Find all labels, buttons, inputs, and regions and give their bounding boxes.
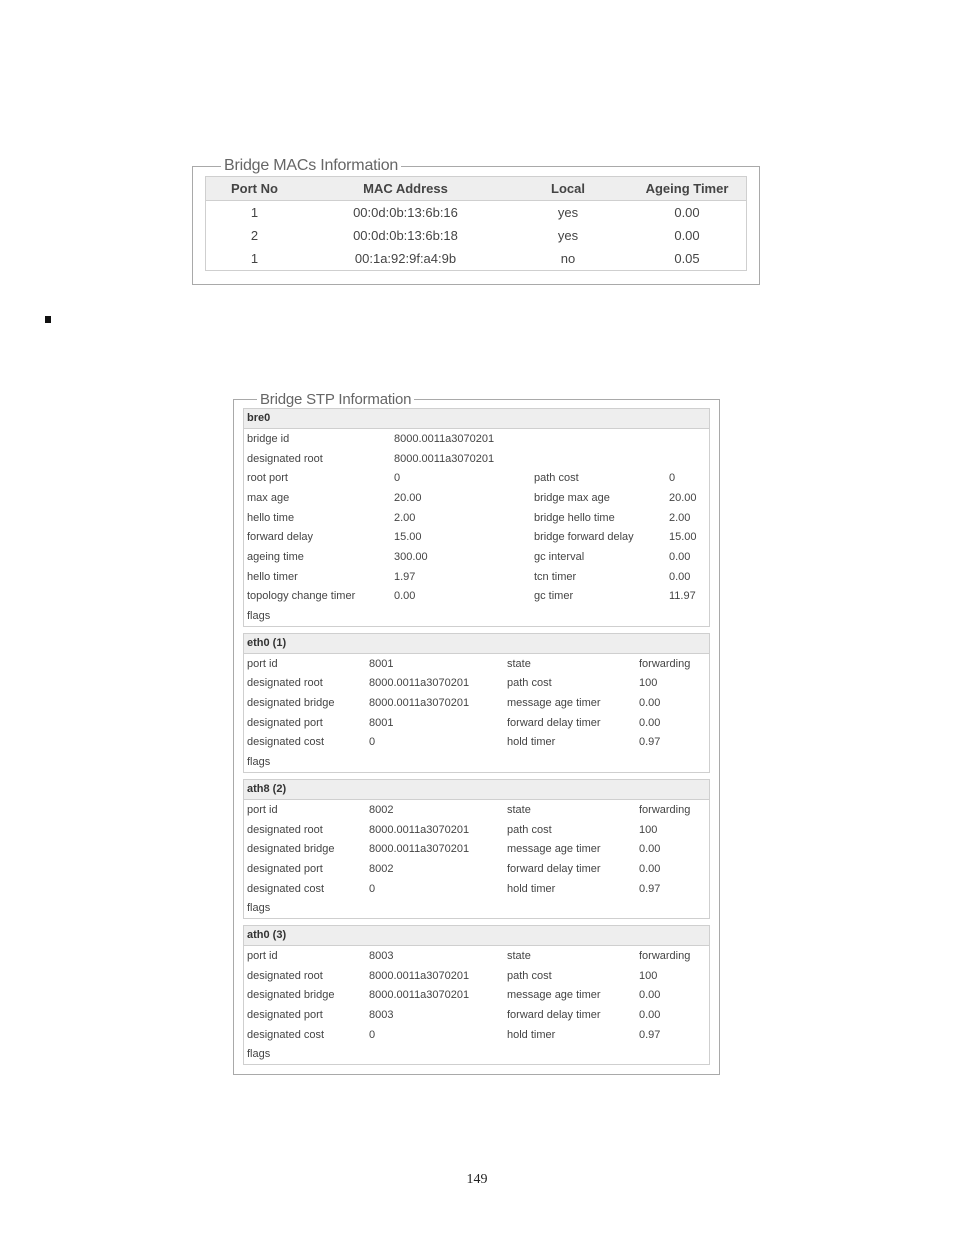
field-label: hold timer: [507, 1028, 556, 1041]
field-label: designated cost: [247, 736, 325, 749]
section-title: bre0: [244, 409, 709, 429]
port-section: [243, 779, 710, 919]
field-value: 0: [369, 736, 376, 749]
field-label: forward delay timer: [507, 716, 601, 729]
field-label: port id: [247, 657, 278, 670]
info-row: [244, 879, 709, 899]
table-row: [206, 247, 746, 270]
field-label: designated bridge: [247, 697, 335, 710]
field-value: 0.00: [639, 862, 661, 875]
field-label: ageing time: [247, 550, 304, 563]
field-label: path cost: [507, 677, 552, 690]
cell-local: yes: [557, 205, 579, 220]
cell-ageing-timer: 0.05: [674, 251, 700, 266]
info-row: [244, 752, 709, 772]
field-label: flags: [247, 902, 271, 915]
field-value: 8000.0011a3070201: [369, 697, 470, 710]
page-number: 149: [466, 1172, 488, 1187]
field-label: topology change timer: [247, 590, 356, 603]
field-label: forward delay timer: [507, 862, 601, 875]
field-value: 8000.0011a3070201: [369, 677, 470, 690]
cell-ageing-timer: 0.00: [674, 205, 700, 220]
bridge-macs-title: Bridge MACs Information: [224, 157, 399, 174]
field-value: forwarding: [639, 803, 691, 816]
field-label: designated root: [247, 452, 323, 465]
info-row: [244, 654, 709, 674]
bridge-stp-title: Bridge STP Information: [260, 391, 412, 408]
field-value: 8000.0011a3070201: [394, 432, 495, 445]
field-value: 8002: [369, 803, 394, 816]
field-label: flags: [247, 610, 271, 623]
port-section: [243, 925, 710, 1065]
field-value: 0.00: [639, 697, 661, 710]
info-row: [244, 674, 709, 694]
col-ageing-timer: Ageing Timer: [645, 181, 729, 196]
field-label: port id: [247, 803, 278, 816]
field-value: forwarding: [639, 949, 691, 962]
field-value: 0.00: [639, 843, 661, 856]
field-label: bridge forward delay: [534, 531, 634, 544]
info-row: [244, 733, 709, 753]
field-value: 0.00: [669, 570, 691, 583]
field-label: flags: [247, 1048, 271, 1061]
info-row: [244, 1005, 709, 1025]
cell-port-no: 1: [250, 251, 259, 266]
field-label: port id: [247, 949, 278, 962]
field-value: 2.00: [669, 511, 691, 524]
table-row: [206, 201, 746, 224]
field-value: 8002: [369, 862, 394, 875]
field-label: state: [507, 657, 531, 670]
info-row: [244, 946, 709, 966]
bullet-marker: [45, 316, 51, 323]
bridge-section: [243, 408, 710, 627]
field-label: hold timer: [507, 736, 556, 749]
info-row: [244, 986, 709, 1006]
field-value: 8000.0011a3070201: [394, 452, 495, 465]
field-label: path cost: [507, 969, 552, 982]
field-label: designated root: [247, 969, 323, 982]
info-row: [244, 547, 709, 567]
field-value: 0.00: [669, 550, 691, 563]
info-row: [244, 800, 709, 820]
field-value: 8000.0011a3070201: [369, 989, 470, 1002]
field-value: 1.97: [394, 570, 416, 583]
field-value: 8001: [369, 716, 394, 729]
field-label: designated root: [247, 677, 323, 690]
field-value: 100: [639, 823, 658, 836]
section-title: eth0 (1): [244, 634, 709, 654]
field-label: gc timer: [534, 590, 574, 603]
info-row: [244, 1025, 709, 1045]
field-value: 8000.0011a3070201: [369, 843, 470, 856]
info-row: [244, 508, 709, 528]
info-row: [244, 567, 709, 587]
info-row: [244, 693, 709, 713]
cell-local: yes: [557, 228, 579, 243]
cell-port-no: 1: [250, 205, 259, 220]
field-label: path cost: [534, 472, 579, 485]
field-label: path cost: [507, 823, 552, 836]
info-row: [244, 898, 709, 918]
field-label: tcn timer: [534, 570, 577, 583]
field-label: max age: [247, 491, 290, 504]
info-row: [244, 820, 709, 840]
field-value: 8000.0011a3070201: [369, 823, 470, 836]
bridge-macs-panel: [192, 157, 760, 285]
info-row: [244, 488, 709, 508]
field-label: designated bridge: [247, 989, 335, 1002]
field-value: 100: [639, 677, 658, 690]
col-mac-address: MAC Address: [363, 181, 448, 196]
field-label: designated port: [247, 862, 323, 875]
field-value: 20.00: [669, 491, 697, 504]
field-label: bridge hello time: [534, 511, 615, 524]
field-value: 0.00: [639, 1009, 661, 1022]
field-label: flags: [247, 756, 271, 769]
field-label: designated cost: [247, 1028, 325, 1041]
field-value: 8001: [369, 657, 394, 670]
field-value: 100: [639, 969, 658, 982]
field-label: bridge id: [247, 432, 290, 445]
section-title: ath8 (2): [244, 780, 709, 800]
field-label: forward delay timer: [507, 1009, 601, 1022]
cell-local: no: [560, 251, 576, 266]
info-row: [244, 606, 709, 626]
table-row: [206, 224, 746, 247]
field-label: message age timer: [507, 989, 601, 1002]
field-label: designated cost: [247, 882, 325, 895]
info-row: [244, 468, 709, 488]
field-value: 8003: [369, 1009, 394, 1022]
field-value: 0: [394, 472, 401, 485]
field-value: 0.00: [639, 989, 661, 1002]
field-label: message age timer: [507, 843, 601, 856]
field-label: message age timer: [507, 697, 601, 710]
field-value: 8000.0011a3070201: [369, 969, 470, 982]
field-label: root port: [247, 472, 288, 485]
field-value: 8003: [369, 949, 394, 962]
field-label: state: [507, 949, 531, 962]
info-row: [244, 859, 709, 879]
col-local: Local: [551, 181, 585, 196]
field-value: 20.00: [394, 491, 422, 504]
field-label: hello timer: [247, 570, 298, 583]
field-value: 15.00: [669, 531, 697, 544]
info-row: [244, 527, 709, 547]
stp-sections: [243, 408, 710, 1065]
field-value: 0.00: [639, 716, 661, 729]
field-label: designated bridge: [247, 843, 335, 856]
cell-mac-address: 00:0d:0b:13:6b:18: [353, 228, 458, 243]
section-title: ath0 (3): [244, 926, 709, 946]
cell-port-no: 2: [250, 228, 259, 243]
cell-mac-address: 00:0d:0b:13:6b:16: [353, 205, 458, 220]
mac-table: [205, 176, 747, 271]
field-label: forward delay: [247, 531, 314, 544]
field-value: 0.97: [639, 882, 661, 895]
info-row: [244, 429, 709, 449]
info-row: [244, 449, 709, 469]
field-label: designated port: [247, 716, 323, 729]
field-value: forwarding: [639, 657, 691, 670]
info-row: [244, 587, 709, 607]
mac-table-header: [206, 177, 746, 201]
field-value: 0.00: [394, 590, 416, 603]
field-value: 0: [369, 882, 376, 895]
field-label: hello time: [247, 511, 295, 524]
field-value: 15.00: [394, 531, 422, 544]
field-value: 0: [369, 1028, 376, 1041]
field-value: 300.00: [394, 550, 428, 563]
field-label: gc interval: [534, 550, 585, 563]
info-row: [244, 839, 709, 859]
cell-ageing-timer: 0.00: [674, 228, 700, 243]
field-value: 0: [669, 472, 676, 485]
col-port-no: Port No: [231, 181, 278, 196]
cell-mac-address: 00:1a:92:9f:a4:9b: [354, 251, 457, 266]
field-value: 0.97: [639, 1028, 661, 1041]
field-label: hold timer: [507, 882, 556, 895]
info-row: [244, 1045, 709, 1065]
field-label: bridge max age: [534, 491, 610, 504]
bridge-stp-panel: [233, 391, 720, 1075]
info-row: [244, 966, 709, 986]
field-label: designated root: [247, 823, 323, 836]
field-label: state: [507, 803, 531, 816]
port-section: [243, 633, 710, 773]
info-row: [244, 713, 709, 733]
field-value: 11.97: [669, 590, 696, 603]
field-value: 0.97: [639, 736, 661, 749]
field-label: designated port: [247, 1009, 323, 1022]
field-value: 2.00: [394, 511, 416, 524]
